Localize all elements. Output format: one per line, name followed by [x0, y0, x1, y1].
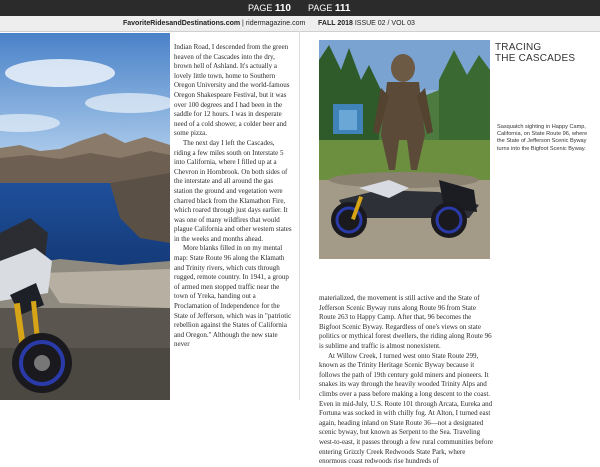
- body-column-left: [174, 43, 292, 350]
- top-bar: [0, 0, 600, 16]
- page-gutter: [299, 31, 300, 400]
- issue-info: FALL 2018 ISSUE 02 / VOL 03: [318, 20, 415, 27]
- article-heading: [495, 42, 595, 64]
- crater-lake-motorcycle-photo: [0, 33, 170, 400]
- paragraph: The next day I left the Cascades, riding a few miles south on Interstate 5 into California, where I filled up at a Chevron in Hornbrook. On both sides of the interstate and all around the gas station the ground and vegetation were charred black from the Klamathon Fire, which roared through just days earlier. It was one of many wildfires that would plague California and other western states in the weeks and months ahead.: [174, 138, 292, 243]
- heading-line-1: TRACING: [495, 42, 542, 53]
- paragraph: More blanks filled in on my mental map: State Route 96 along the Klamath and Trinity rivers, which cuts through rugged, remote country. In 1941, a group of armed men stopped traffic near the town of Yreka, handing out a Proclamation of Independence for the State of Jefferson, which was in "patriotic rebellion against the States of California and Oregon." Although the new state never: [174, 244, 292, 349]
- bigfoot-statue-photo: [319, 40, 490, 259]
- page-right-label: PAGE 111: [308, 3, 351, 14]
- page-left-label: PAGE 110: [248, 3, 291, 14]
- issue-bar: [0, 16, 600, 32]
- site-credits: FavoriteRidesandDestinations.com | ridermagazine.com: [123, 20, 306, 27]
- heading-line-2: THE CASCADES: [495, 53, 576, 64]
- paragraph: Indian Road, I descended from the green heaven of the Cascades into the dry, brown hell of Ashland. It's actually a lovely little town, home to Southern Oregon University and the world-famous Oregon Shakespeare Festival, but it was over 100 degrees and I had been in the saddle for 12 hours. I was in desperate need of a cold shower, a colder beer and some pizza.: [174, 43, 290, 138]
- site-link[interactable]: FavoriteRidesandDestinations.com: [123, 20, 241, 27]
- photo-caption: Sasquatch sighting in Happy Camp, California, on State Route 96, where the State of Jefferson Scenic Byway turns into the Bigfoot Scenic Byway.: [497, 124, 588, 152]
- mag-link[interactable]: ridermagazine.com: [245, 20, 306, 27]
- paragraph: materialized, the movement is still active and the State of Jefferson Scenic Byway runs along Route 96 from State Route 263 to Happy Camp. After that, 96 becomes the Bigfoot Scenic Byway. Regardless of one's views on state politics or mythical forest dwellers, the riding along Route 96 is sublime and traffic is almost nonexistent.: [319, 294, 492, 350]
- body-column-right: [319, 294, 493, 467]
- paragraph: At Willow Creek, I turned west onto State Route 299, known as the Trinity Heritage Scenic Byway because it follows the path of 19th century gold miners and pioneers. It snakes its way through the heavily wooded Trinity Alps and climbs over a pass before making a long descent to the coast. Even in mid-July, U.S. Route 101 through Arcata, Eureka and Fortuna was socked in with chilly fog. At Alton, I turned east again, heading inland on State Route 36—not a designated scenic byway, but known as Serpent to the Sea. Traveling west-to-east, it passes through a few rural communities before entering Grizzly Creek Redwoods State Park, where enormous coast redwoods rise hundreds of: [319, 351, 493, 466]
